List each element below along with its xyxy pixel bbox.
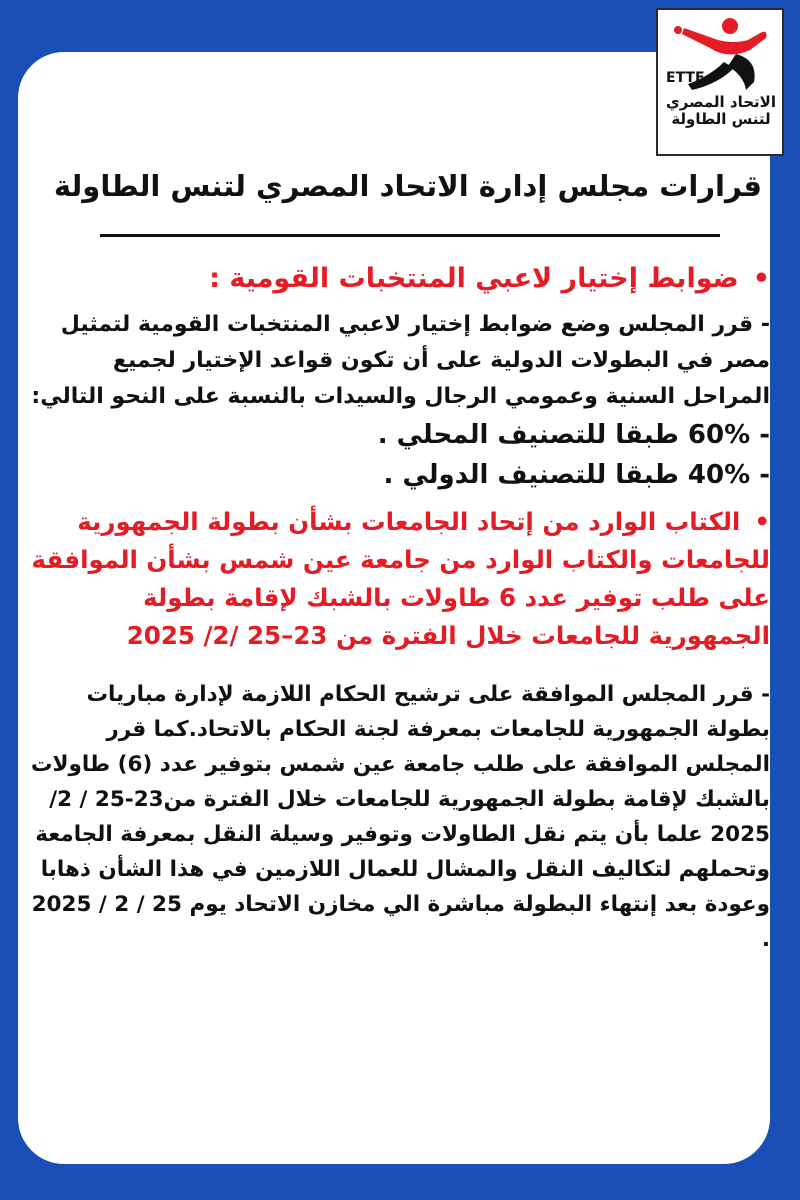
title-divider bbox=[100, 234, 720, 237]
bullet-icon: • bbox=[754, 507, 770, 536]
table-tennis-player-icon bbox=[658, 10, 782, 94]
page-title: قرارات مجلس إدارة الاتحاد المصري لتنس الطاولة bbox=[53, 169, 762, 203]
section1-item-local: - 60% طبقا للتصنيف المحلي . bbox=[377, 420, 770, 450]
logo-name bbox=[662, 94, 780, 128]
section2-heading bbox=[30, 503, 770, 655]
federation-logo bbox=[656, 8, 784, 156]
section2-heading-text: الكتاب الوارد من إتحاد الجامعات بشأن بطولة الجمهورية للجامعات والكتاب الوارد من جامعة عين شمس بشأن الموافقة على طلب توفير عدد 6 طاولات بالشبك لإقامة بطولة الجمهورية للجامعات خلال الفترة من 23–25 /2/ 2025 bbox=[31, 507, 770, 650]
section1-item-international: - 40% طبقا للتصنيف الدولي . bbox=[383, 460, 770, 490]
section1-heading bbox=[30, 251, 770, 307]
document-body bbox=[30, 160, 770, 957]
section2-paragraph: - قرر المجلس الموافقة على ترشيح الحكام اللازمة لإدارة مباريات بطولة الجمهورية للجامعات بمعرفة لجنة الحكام بالاتحاد.كما قرر المجلس الموافقة على طلب جامعة عين شمس بتوفير عدد (6) طاولات بالشبك لإقامة بطولة الجمهورية للجامعات خلال الفترة من23-25 / 2/ 2025 علما بأن يتم نقل الطاولات وتوفير وسيلة النقل بمعرفة الجامعة وتحملهم لتكاليف النقل والمشال للعمال اللازمين في هذا الشأن ذهابا وعودة بعد إنتهاء البطولة مباشرة الي مخازن الاتحاد يوم 25 / 2 / 2025 . bbox=[30, 682, 770, 952]
logo-abbrev: ETTF bbox=[666, 70, 705, 86]
logo-name-line1: الاتحاد المصري bbox=[666, 93, 776, 111]
section1-paragraph: - قرر المجلس وضع ضوابط إختيار لاعبي المنتخبات القومية لتمثيل مصر في البطولات الدولية على أن تكون قواعد الإختيار لجميع المراحل السنية وعمومي الرجال والسيدات بالنسبة على النحو التالي: bbox=[31, 312, 770, 409]
section1-heading-text: ضوابط إختيار لاعبي المنتخبات القومية : bbox=[209, 263, 739, 294]
logo-name-line2: لتنس الطاولة bbox=[671, 110, 771, 128]
bullet-icon: • bbox=[752, 263, 770, 294]
